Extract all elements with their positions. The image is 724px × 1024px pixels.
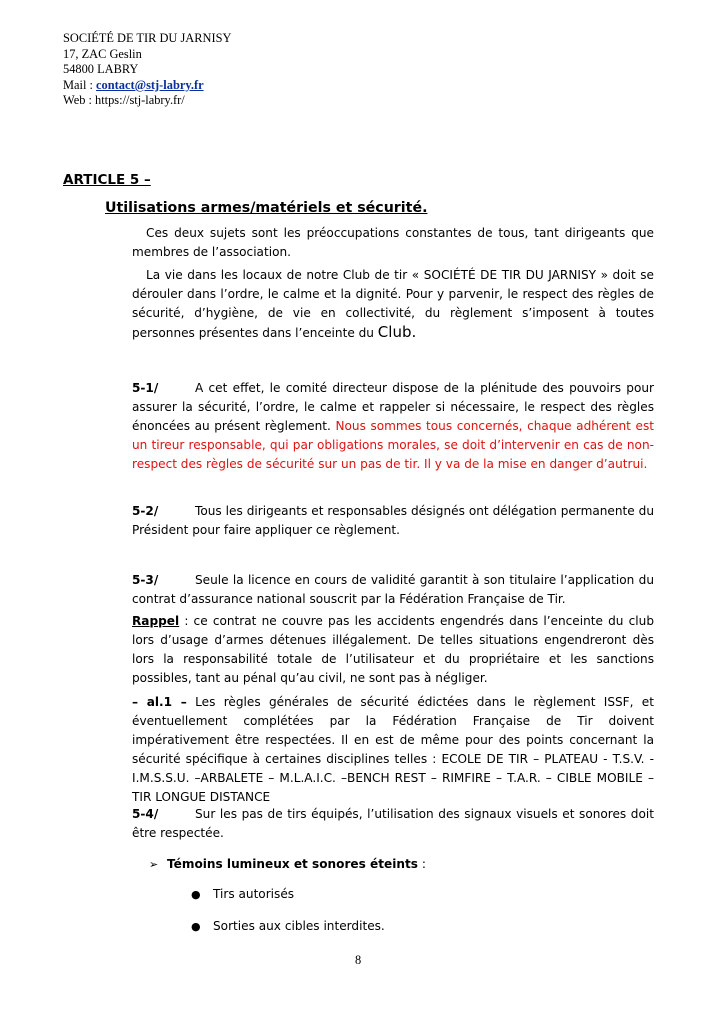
- article-5-2: [132, 502, 654, 540]
- list-item-text: Tirs autorisés: [213, 887, 295, 901]
- signal-status-heading: [149, 857, 426, 871]
- rappel-paragraph: [132, 612, 654, 688]
- mail-label: Mail :: [63, 77, 97, 92]
- list-item: [191, 887, 294, 901]
- article-5-2-number: 5-2/: [132, 504, 159, 518]
- article-5-1-text: A cet effet, le comité directeur dispose de la plénitude des pouvoirs pour assurer la sécurité, l’ordre, le calme et rappeler si nécessaire, le respect des règles énoncées au présent règlement.: [132, 381, 654, 433]
- bullet-dot-icon: ●: [191, 920, 201, 933]
- article-5-4-number: 5-4/: [132, 807, 159, 821]
- article-5-4-text: Sur les pas de tirs équipés, l’utilisation des signaux visuels et sonores doit être respectée.: [132, 807, 654, 840]
- mail-link[interactable]: contact@stj-labry.fr: [96, 77, 204, 92]
- intro-paragraph-2: [132, 266, 654, 343]
- rappel-label: Rappel: [132, 614, 180, 628]
- section-title: Utilisations armes/matériels et sécurité.: [105, 200, 428, 216]
- rappel-text: : ce contrat ne couvre pas les accidents engendrés dans l’enceinte du club lors d’usage d’armes détenues illégalement. De telles situations engendreront dès lors la responsabilité totale de l’utilisateur et du propriétaire et les sanctions possibles, tant au pénal qu’au civil, ne sont pas à négliger.: [132, 614, 654, 685]
- intro-paragraph-1: Ces deux sujets sont les préoccupations constantes de tous, tant dirigeants que membres de l’association.: [132, 226, 654, 259]
- article-5-3-number: 5-3/: [132, 573, 159, 587]
- signal-status-label: Témoins lumineux et sonores éteints: [167, 857, 418, 871]
- article-5-1-warning: Nous sommes tous concernés, chaque adhérent est un tireur responsable, qui par obligations morales, se doit d’intervenir en cas de non-respect des règles de sécurité sur un pas de tir. Il y va de la mise en danger d’autrui.: [132, 419, 654, 471]
- bullet-dot-icon: ●: [191, 888, 201, 901]
- article-5-1-number: 5-1/: [132, 381, 159, 395]
- article-5-2-text: Tous les dirigeants et responsables désignés ont délégation permanente du Président pour faire appliquer ce règlement.: [132, 504, 654, 537]
- signal-status-suffix: :: [417, 857, 426, 871]
- al1-paragraph: [132, 693, 654, 807]
- article-5-1: [132, 379, 654, 474]
- address-line-2: 54800 LABRY: [63, 62, 139, 77]
- al1-label: – al.1 –: [132, 695, 187, 709]
- letterhead: [63, 31, 231, 109]
- article-5-4: [132, 805, 654, 843]
- arrow-bullet-icon: ➢: [149, 858, 159, 871]
- list-item-text: Sorties aux cibles interdites.: [213, 919, 385, 933]
- article-5-3-text: Seule la licence en cours de validité garantit à son titulaire l’application du contrat d’assurance national souscrit par la Fédération Française de Tir.: [132, 573, 654, 606]
- org-name: SOCIÉTÉ DE TIR DU JARNISY: [63, 31, 232, 45]
- article-title: ARTICLE 5 –: [63, 172, 151, 188]
- al1-text: Les règles générales de sécurité édictées dans le règlement ISSF, et éventuellement complétées par la Fédération Française de Tir doivent impérativement être respectées. Il en est de même pour des points concernant la sécurité spécifique à certaines disciplines telles : ECOLE DE TIR – PLATEAU - T.S.V. - I.M.S.S.U. –ARBALETE – M.L.A.I.C. –BENCH REST – RIMFIRE – T.A.R. – CIBLE MOBILE – TIR LONGUE DISTANCE: [132, 695, 654, 804]
- intro-club-word: Club.: [377, 323, 417, 341]
- page-number: 8: [355, 953, 362, 967]
- address-line-1: 17, ZAC Geslin: [63, 46, 142, 61]
- intro-paragraph-2-text: La vie dans les locaux de notre Club de tir « SOCIÉTÉ DE TIR DU JARNISY » doit se dérouler dans l’ordre, le calme et la dignité. Pour y parvenir, le respect des règles de sécurité, d’hygiène, de vie en collectivité, du règlement s’imposent à toutes personnes présentes dans l’enceinte du: [132, 268, 654, 340]
- web-line: Web : https://stj-labry.fr/: [63, 93, 185, 108]
- mail-line: [63, 78, 231, 94]
- list-item: [191, 919, 385, 933]
- article-5-3: [132, 571, 654, 609]
